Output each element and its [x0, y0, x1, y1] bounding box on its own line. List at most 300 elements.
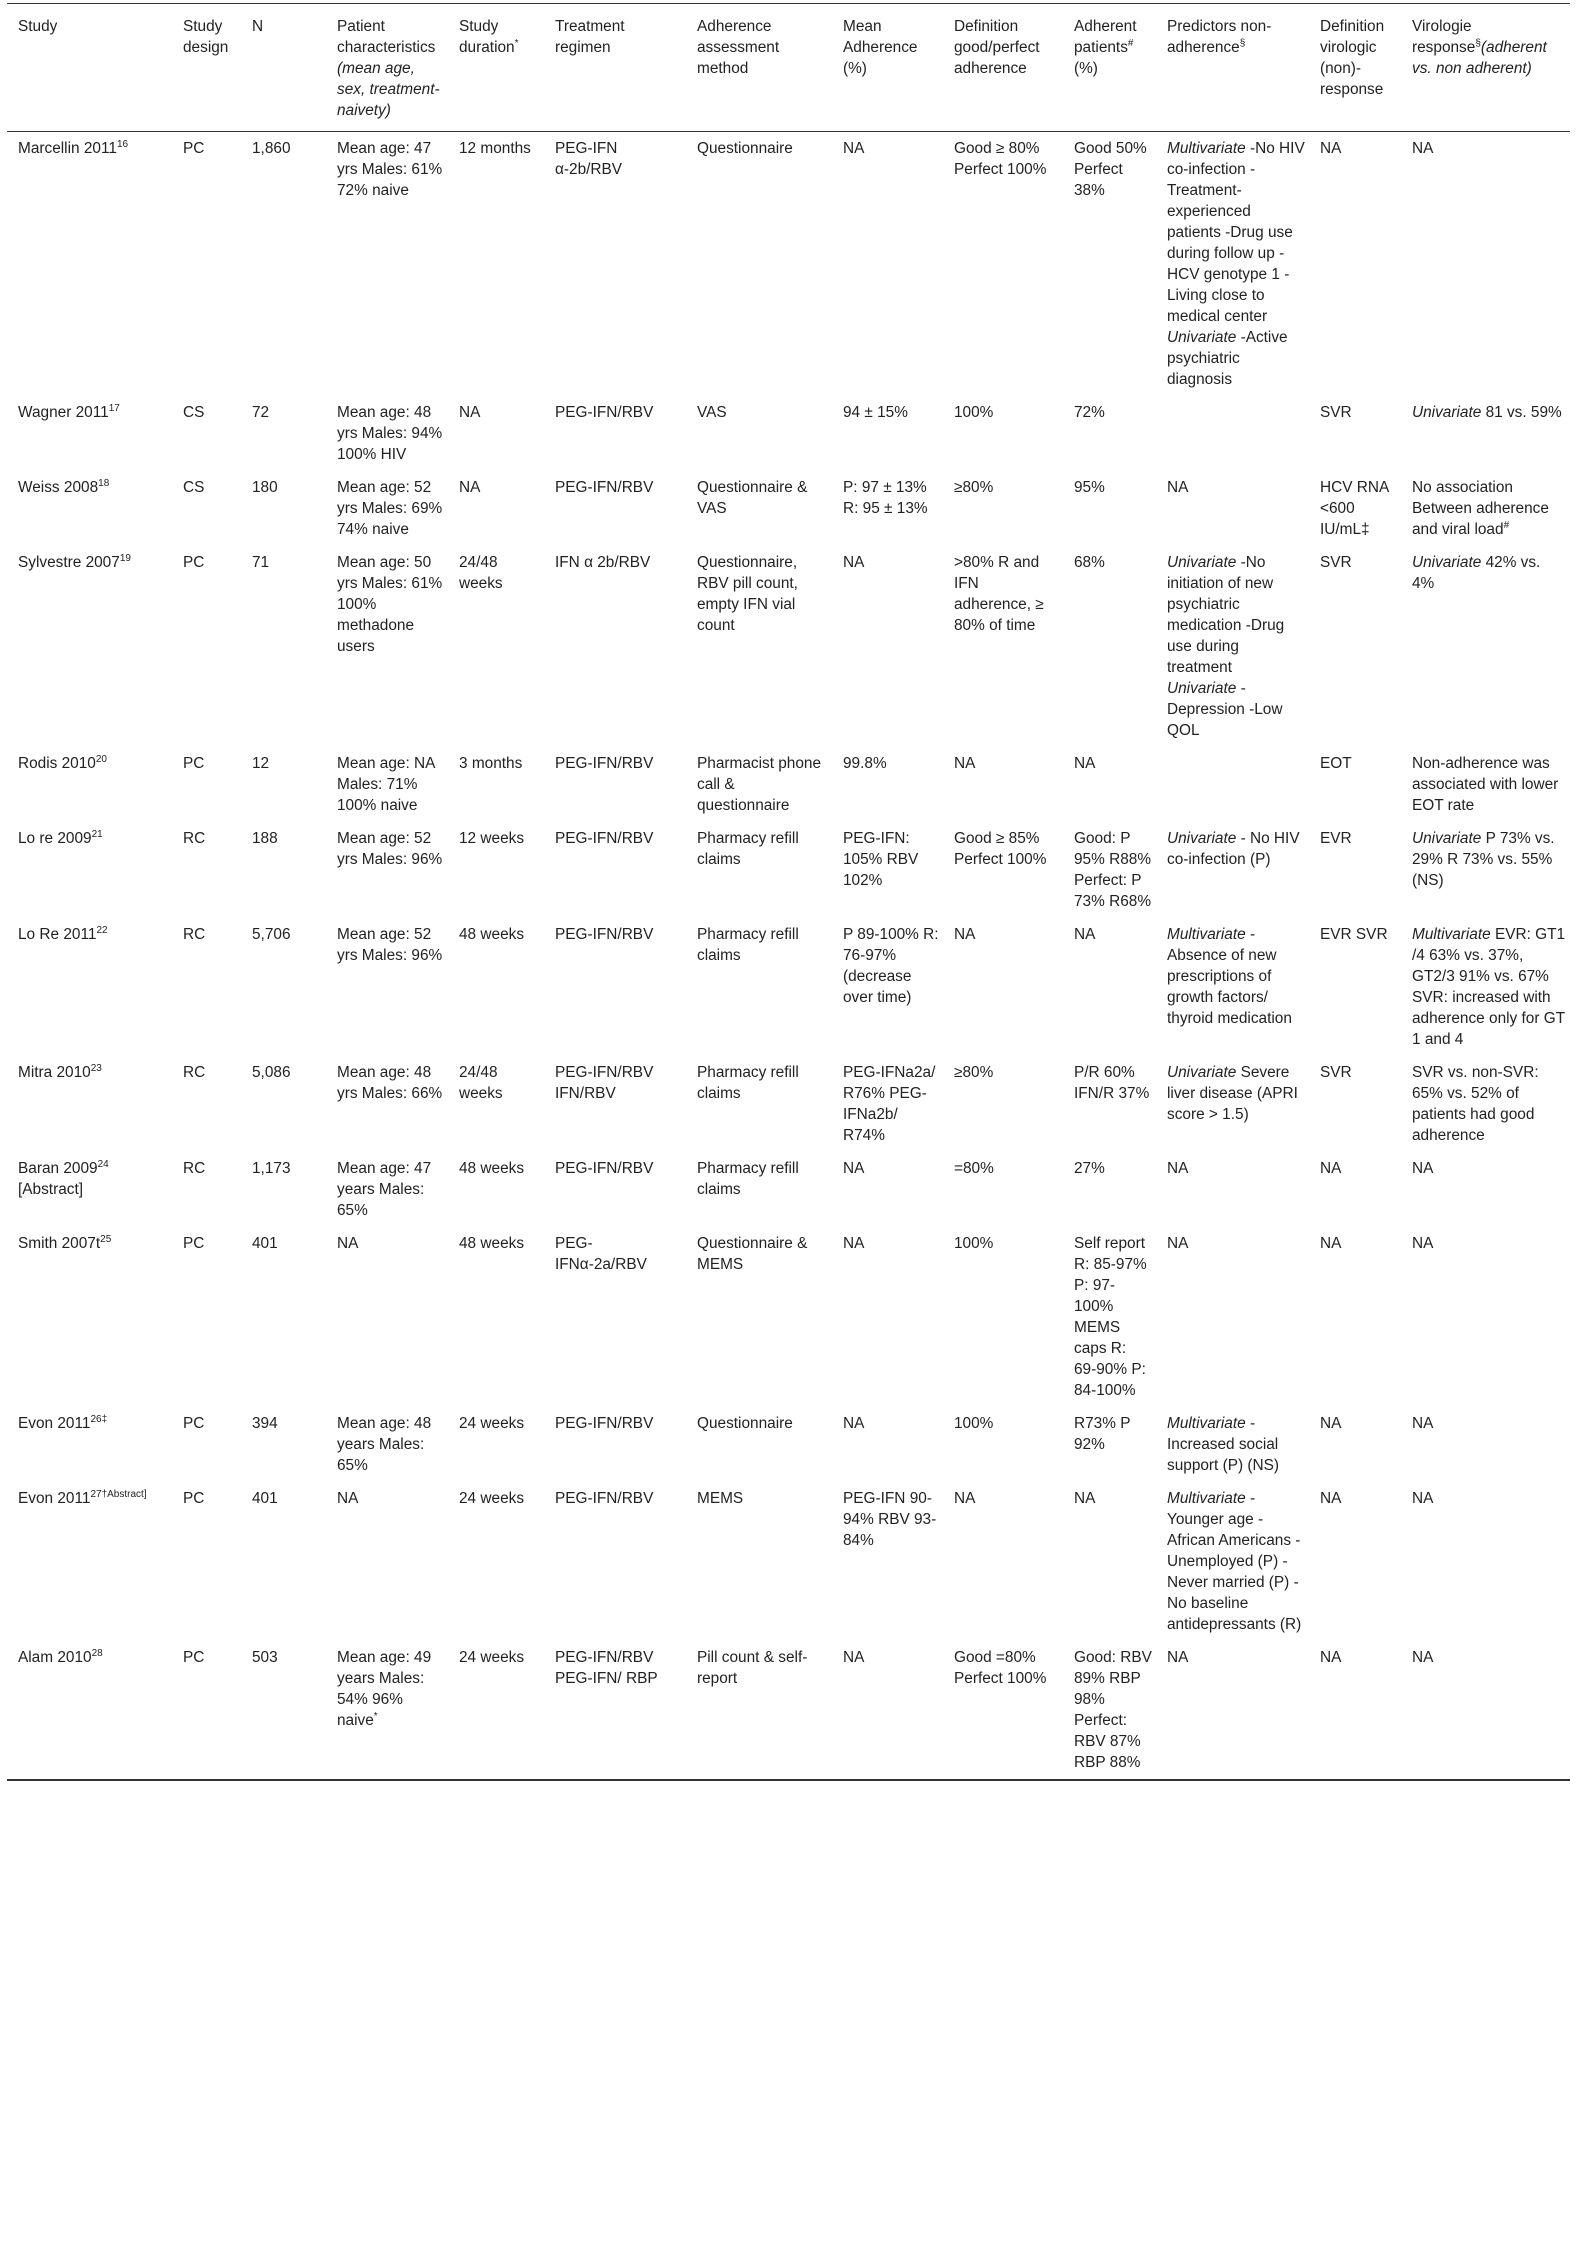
cell-duration: [448, 471, 544, 546]
method-text: Questionnaire: [697, 1415, 793, 1432]
column-header-virologic-def: [1309, 4, 1401, 132]
response-text: 81 vs. 59%: [1481, 404, 1562, 421]
cell-predictors: [1156, 747, 1309, 822]
cell-study: [7, 747, 172, 822]
cell-patient: [326, 822, 448, 918]
duration-text: 24 weeks: [459, 1490, 525, 1507]
cell-predictors: [1156, 1227, 1309, 1407]
response-text: Non-adherence was associated with lower EOT rate: [1412, 755, 1559, 814]
duration-text: 3 months: [459, 755, 523, 772]
cell-adherent: [1063, 1482, 1156, 1641]
regimen-text: PEG-IFN/RBV: [555, 1160, 654, 1177]
header-text: N: [252, 18, 264, 35]
cell-n: [241, 1407, 326, 1482]
cell-regimen: [544, 396, 686, 471]
column-header-predictors: [1156, 4, 1309, 132]
cell-study: [7, 546, 172, 747]
header-text: Adherence assessment method: [697, 18, 780, 77]
virologic-def-text: NA: [1320, 1235, 1342, 1252]
duration-text: NA: [459, 404, 481, 421]
method-text: Pill count & self-report: [697, 1649, 808, 1687]
cell-mean: [832, 132, 943, 397]
definition-text: >80% R and IFN adherence, ≥ 80% of time: [954, 554, 1044, 634]
cell-method: [686, 1152, 832, 1227]
cell-virologic-def: [1309, 1056, 1401, 1152]
table-row: [7, 396, 1570, 471]
n-text: 1,173: [252, 1160, 291, 1177]
virologic-def-text: NA: [1320, 1490, 1342, 1507]
regimen-text: PEG-IFN/RBV IFN/RBV: [555, 1064, 654, 1102]
cell-study: [7, 471, 172, 546]
column-header-n: [241, 4, 326, 132]
table-row: [7, 1227, 1570, 1407]
cell-patient: [326, 747, 448, 822]
definition-text: ≥80%: [954, 1064, 994, 1081]
mean-text: PEG-IFN: 105% RBV 102%: [843, 830, 919, 889]
response-text: NA: [1412, 1160, 1434, 1177]
cell-adherent: [1063, 132, 1156, 397]
cell-definition: [943, 471, 1063, 546]
header-footnote-mark: *: [514, 37, 519, 49]
cell-adherent: [1063, 471, 1156, 546]
mean-text: NA: [843, 1235, 865, 1252]
study-name: Evon 2011: [18, 1490, 91, 1507]
predictor-text: -Absence of new prescriptions of growth factors/ thyroid medication: [1167, 926, 1292, 1027]
n-text: 71: [252, 554, 270, 571]
header-text: Patient characteristics: [337, 18, 436, 56]
header-footnote-mark: #: [1127, 37, 1134, 49]
analysis-type: Univariate: [1412, 554, 1482, 571]
cell-method: [686, 132, 832, 397]
cell-predictors: [1156, 1641, 1309, 1780]
header-text: Virologie response: [1412, 18, 1476, 56]
mean-text: NA: [843, 1649, 865, 1666]
n-text: 5,086: [252, 1064, 291, 1081]
cell-virologic-def: [1309, 1407, 1401, 1482]
adherent-text: Good 50% Perfect 38%: [1074, 140, 1147, 199]
study-name: Rodis 2010: [18, 755, 96, 772]
patient-text: Mean age: 50 yrs Males: 61% 100% methadone users: [337, 554, 443, 655]
header-text: Predictors non-adherence: [1167, 18, 1272, 56]
column-header-patient: [326, 4, 448, 132]
adherent-text: 68%: [1074, 554, 1105, 571]
design-text: CS: [183, 479, 205, 496]
n-text: 12: [252, 755, 270, 772]
cell-regimen: [544, 822, 686, 918]
cell-regimen: [544, 1056, 686, 1152]
cell-mean: [832, 1152, 943, 1227]
cell-response: [1401, 822, 1570, 918]
mean-text: NA: [843, 554, 865, 571]
method-text: Pharmacy refill claims: [697, 1160, 799, 1198]
cell-definition: [943, 1407, 1063, 1482]
cell-virologic-def: [1309, 1227, 1401, 1407]
design-text: PC: [183, 1235, 205, 1252]
table-row: [7, 1056, 1570, 1152]
duration-text: 24 weeks: [459, 1649, 525, 1666]
cell-n: [241, 1227, 326, 1407]
cell-n: [241, 747, 326, 822]
cell-design: [172, 1227, 241, 1407]
cell-n: [241, 918, 326, 1056]
duration-text: 12 weeks: [459, 830, 525, 847]
design-text: RC: [183, 1160, 206, 1177]
virologic-def-text: EVR: [1320, 830, 1352, 847]
cell-duration: [448, 1152, 544, 1227]
response-text: NA: [1412, 1235, 1434, 1252]
cell-definition: [943, 1641, 1063, 1780]
regimen-text: PEG-IFN α-2b/RBV: [555, 140, 623, 178]
cell-adherent: [1063, 822, 1156, 918]
header-text: Treatment regimen: [555, 18, 625, 56]
patient-text: Mean age: 52 yrs Males: 96%: [337, 926, 443, 964]
study-name: Weiss 2008: [18, 479, 99, 496]
mean-text: P 89-100% R: 76-97% (decrease over time): [843, 926, 939, 1006]
cell-adherent: [1063, 546, 1156, 747]
header-text: Study design: [183, 18, 229, 56]
reference-number: 21: [91, 828, 103, 840]
analysis-type: Univariate: [1167, 1064, 1237, 1081]
cell-design: [172, 1641, 241, 1780]
definition-text: 100%: [954, 404, 994, 421]
cell-response: [1401, 471, 1570, 546]
cell-mean: [832, 1227, 943, 1407]
cell-method: [686, 1227, 832, 1407]
virologic-def-text: NA: [1320, 1160, 1342, 1177]
cell-method: [686, 1056, 832, 1152]
cell-response: [1401, 918, 1570, 1056]
cell-study: [7, 822, 172, 918]
virologic-def-text: SVR: [1320, 554, 1352, 571]
reference-number: 16: [116, 138, 129, 150]
design-text: RC: [183, 926, 206, 943]
cell-design: [172, 822, 241, 918]
analysis-type: Univariate: [1167, 830, 1237, 847]
patient-text: Mean age: 47 yrs Males: 61% 72% naive: [337, 140, 443, 199]
cell-patient: [326, 1227, 448, 1407]
n-text: 5,706: [252, 926, 291, 943]
cell-design: [172, 1056, 241, 1152]
table-row: [7, 1482, 1570, 1641]
predictor-text: NA: [1167, 1235, 1189, 1252]
definition-text: ≥80%: [954, 479, 994, 496]
response-text: 42% vs. 4%: [1412, 554, 1541, 592]
table-row: [7, 132, 1570, 397]
cell-duration: [448, 1641, 544, 1780]
cell-n: [241, 396, 326, 471]
study-name: Mitra 2010: [18, 1064, 91, 1081]
response-text: P 73% vs. 29% R 73% vs. 55% (NS): [1412, 830, 1555, 889]
cell-adherent: [1063, 1407, 1156, 1482]
design-text: CS: [183, 404, 205, 421]
cell-predictors: [1156, 396, 1309, 471]
analysis-type: Multivariate: [1412, 926, 1491, 943]
cell-predictors: [1156, 918, 1309, 1056]
patient-text: Mean age: 48 yrs Males: 94% 100% HIV: [337, 404, 443, 463]
method-text: Questionnaire: [697, 140, 793, 157]
cell-response: [1401, 132, 1570, 397]
cell-patient: [326, 1482, 448, 1641]
cell-predictors: [1156, 132, 1309, 397]
cell-adherent: [1063, 918, 1156, 1056]
table-body: [7, 132, 1570, 1781]
cell-design: [172, 747, 241, 822]
analysis-type: Univariate: [1167, 680, 1237, 697]
footnote-mark: *: [373, 1710, 378, 1722]
virologic-def-text: SVR: [1320, 404, 1352, 421]
analysis-type: Univariate: [1167, 554, 1237, 571]
cell-duration: [448, 1227, 544, 1407]
adherent-text: P/R 60% IFN/R 37%: [1074, 1064, 1150, 1102]
method-text: MEMS: [697, 1490, 744, 1507]
duration-text: 48 weeks: [459, 1160, 525, 1177]
cell-adherent: [1063, 1056, 1156, 1152]
cell-patient: [326, 396, 448, 471]
cell-definition: [943, 1056, 1063, 1152]
patient-text: Mean age: 52 yrs Males: 96%: [337, 830, 443, 868]
predictor-text: -Younger age -African Americans -Unemployed (P) - Never married (P) - No baseline antidepressants (R): [1167, 1490, 1302, 1633]
cell-duration: [448, 1482, 544, 1641]
mean-text: NA: [843, 140, 865, 157]
analysis-type: Univariate: [1412, 830, 1482, 847]
cell-method: [686, 546, 832, 747]
cell-response: [1401, 747, 1570, 822]
cell-duration: [448, 1056, 544, 1152]
adherent-text: NA: [1074, 755, 1096, 772]
cell-duration: [448, 822, 544, 918]
cell-virologic-def: [1309, 396, 1401, 471]
reference-number: 20: [95, 753, 107, 765]
cell-adherent: [1063, 1227, 1156, 1407]
cell-predictors: [1156, 1407, 1309, 1482]
table-row: [7, 747, 1570, 822]
cell-study: [7, 132, 172, 397]
cell-duration: [448, 132, 544, 397]
response-text: NA: [1412, 1649, 1434, 1666]
n-text: 188: [252, 830, 278, 847]
cell-duration: [448, 546, 544, 747]
cell-design: [172, 918, 241, 1056]
design-text: PC: [183, 140, 205, 157]
design-text: PC: [183, 755, 205, 772]
reference-number: 28: [91, 1647, 103, 1659]
header-text: Mean Adherence (%): [843, 18, 918, 77]
definition-text: NA: [954, 755, 976, 772]
cell-patient: [326, 1407, 448, 1482]
table-row: [7, 546, 1570, 747]
column-header-regimen: [544, 4, 686, 132]
cell-n: [241, 822, 326, 918]
response-text: SVR vs. non-SVR: 65% vs. 52% of patients had good adherence: [1412, 1064, 1539, 1144]
header-text: Study duration: [459, 18, 515, 56]
regimen-text: PEG-IFN/RBV: [555, 1415, 654, 1432]
cell-mean: [832, 1407, 943, 1482]
study-name: Smith 2007t: [18, 1235, 101, 1252]
cell-study: [7, 1152, 172, 1227]
cell-regimen: [544, 1407, 686, 1482]
definition-text: Good ≥ 85% Perfect 100%: [954, 830, 1047, 868]
definition-text: Good =80% Perfect 100%: [954, 1649, 1047, 1687]
table-row: [7, 471, 1570, 546]
analysis-type: Multivariate: [1167, 926, 1246, 943]
cell-virologic-def: [1309, 471, 1401, 546]
cell-mean: [832, 1482, 943, 1641]
cell-regimen: [544, 1152, 686, 1227]
table-row: [7, 1407, 1570, 1482]
analysis-type: Multivariate: [1167, 140, 1246, 157]
study-name: Lo re 2009: [18, 830, 92, 847]
virologic-def-text: NA: [1320, 1649, 1342, 1666]
analysis-type: Univariate: [1412, 404, 1482, 421]
cell-patient: [326, 471, 448, 546]
method-text: Pharmacy refill claims: [697, 1064, 799, 1102]
cell-regimen: [544, 1227, 686, 1407]
response-text: EVR: GT1 /4 63% vs. 37%, GT2/3 91% vs. 67% SVR: increased with adherence only for GT 1 and 4: [1412, 926, 1566, 1048]
cell-n: [241, 1152, 326, 1227]
study-note: [Abstract]: [18, 1181, 84, 1198]
response-text: NA: [1412, 1490, 1434, 1507]
cell-virologic-def: [1309, 1152, 1401, 1227]
cell-response: [1401, 396, 1570, 471]
adherent-text: Self report R: 85-97% P: 97-100% MEMS caps R: 69-90% P: 84-100%: [1074, 1235, 1147, 1399]
cell-method: [686, 1482, 832, 1641]
cell-regimen: [544, 747, 686, 822]
n-text: 1,860: [252, 140, 291, 157]
predictor-text: -No initiation of new psychiatric medication -Drug use during treatment: [1167, 554, 1285, 676]
cell-n: [241, 546, 326, 747]
cell-mean: [832, 546, 943, 747]
cell-definition: [943, 546, 1063, 747]
n-text: 401: [252, 1490, 278, 1507]
patient-text: NA: [337, 1490, 359, 1507]
cell-mean: [832, 747, 943, 822]
n-text: 180: [252, 479, 278, 496]
mean-text: 99.8%: [843, 755, 887, 772]
cell-response: [1401, 1641, 1570, 1780]
cell-response: [1401, 1407, 1570, 1482]
virologic-def-text: NA: [1320, 140, 1342, 157]
adherent-text: Good: P 95% R88% Perfect: P 73% R68%: [1074, 830, 1151, 910]
cell-definition: [943, 747, 1063, 822]
cell-study: [7, 1641, 172, 1780]
study-name: Marcellin 2011: [18, 140, 117, 157]
study-name: Sylvestre 2007: [18, 554, 120, 571]
predictor-text: -Increased social support (P) (NS): [1167, 1415, 1280, 1474]
analysis-type: Multivariate: [1167, 1490, 1246, 1507]
study-name: Wagner 2011: [18, 404, 109, 421]
patient-text: NA: [337, 1235, 359, 1252]
table-row: [7, 1641, 1570, 1780]
adherent-text: 27%: [1074, 1160, 1105, 1177]
cell-regimen: [544, 918, 686, 1056]
cell-response: [1401, 1482, 1570, 1641]
column-header-adherent: [1063, 4, 1156, 132]
cell-method: [686, 396, 832, 471]
cell-virologic-def: [1309, 132, 1401, 397]
predictor-text: -Active psychiatric diagnosis: [1167, 329, 1288, 388]
regimen-text: PEG-IFN/RBV: [555, 1490, 654, 1507]
column-header-design: [172, 4, 241, 132]
cell-mean: [832, 471, 943, 546]
cell-response: [1401, 1152, 1570, 1227]
mean-text: NA: [843, 1160, 865, 1177]
cell-n: [241, 132, 326, 397]
reference-number: 18: [98, 477, 110, 489]
definition-text: Good ≥ 80% Perfect 100%: [954, 140, 1047, 178]
definition-text: NA: [954, 926, 976, 943]
design-text: PC: [183, 554, 205, 571]
definition-text: 100%: [954, 1235, 994, 1252]
cell-n: [241, 1056, 326, 1152]
cell-n: [241, 471, 326, 546]
cell-patient: [326, 1641, 448, 1780]
cell-study: [7, 1056, 172, 1152]
cell-method: [686, 918, 832, 1056]
cell-design: [172, 396, 241, 471]
cell-predictors: [1156, 471, 1309, 546]
definition-text: 100%: [954, 1415, 994, 1432]
cell-regimen: [544, 1641, 686, 1780]
cell-virologic-def: [1309, 1641, 1401, 1780]
response-text: NA: [1412, 140, 1434, 157]
cell-response: [1401, 1227, 1570, 1407]
cell-definition: [943, 822, 1063, 918]
cell-definition: [943, 1227, 1063, 1407]
cell-design: [172, 471, 241, 546]
duration-text: 48 weeks: [459, 926, 525, 943]
study-name: Baran 2009: [18, 1160, 98, 1177]
cell-design: [172, 132, 241, 397]
patient-text: Mean age: 52 yrs Males: 69% 74% naive: [337, 479, 443, 538]
cell-n: [241, 1641, 326, 1780]
definition-text: NA: [954, 1490, 976, 1507]
n-text: 503: [252, 1649, 278, 1666]
header-footnote-mark: §: [1475, 37, 1481, 49]
duration-text: 24/48 weeks: [459, 1064, 503, 1102]
cell-mean: [832, 396, 943, 471]
method-text: Questionnaire, RBV pill count, empty IFN vial count: [697, 554, 798, 634]
cell-definition: [943, 396, 1063, 471]
reference-number: 23: [90, 1062, 102, 1074]
cell-method: [686, 747, 832, 822]
virologic-def-text: HCV RNA <600 IU/mL‡: [1320, 479, 1389, 538]
cell-virologic-def: [1309, 747, 1401, 822]
cell-patient: [326, 132, 448, 397]
cell-mean: [832, 1641, 943, 1780]
cell-mean: [832, 1056, 943, 1152]
cell-design: [172, 1152, 241, 1227]
design-text: PC: [183, 1649, 205, 1666]
cell-adherent: [1063, 1641, 1156, 1780]
mean-text: PEG-IFNa2a/ R76% PEG-IFNa2b/ R74%: [843, 1064, 936, 1144]
reference-number: 25: [100, 1233, 112, 1245]
duration-text: 48 weeks: [459, 1235, 525, 1252]
design-text: PC: [183, 1415, 205, 1432]
patient-text: Mean age: 48 yrs Males: 66%: [337, 1064, 443, 1102]
column-header-method: [686, 4, 832, 132]
mean-text: PEG-IFN 90-94% RBV 93-84%: [843, 1490, 937, 1549]
cell-predictors: [1156, 1482, 1309, 1641]
method-text: VAS: [697, 404, 727, 421]
duration-text: 12 months: [459, 140, 531, 157]
cell-adherent: [1063, 1152, 1156, 1227]
cell-patient: [326, 546, 448, 747]
method-text: Questionnaire & MEMS: [697, 1235, 808, 1273]
n-text: 394: [252, 1415, 278, 1432]
header-footnote-mark: §: [1239, 37, 1246, 49]
header-text: Definition virologic (non)-response: [1320, 18, 1385, 98]
cell-study: [7, 396, 172, 471]
